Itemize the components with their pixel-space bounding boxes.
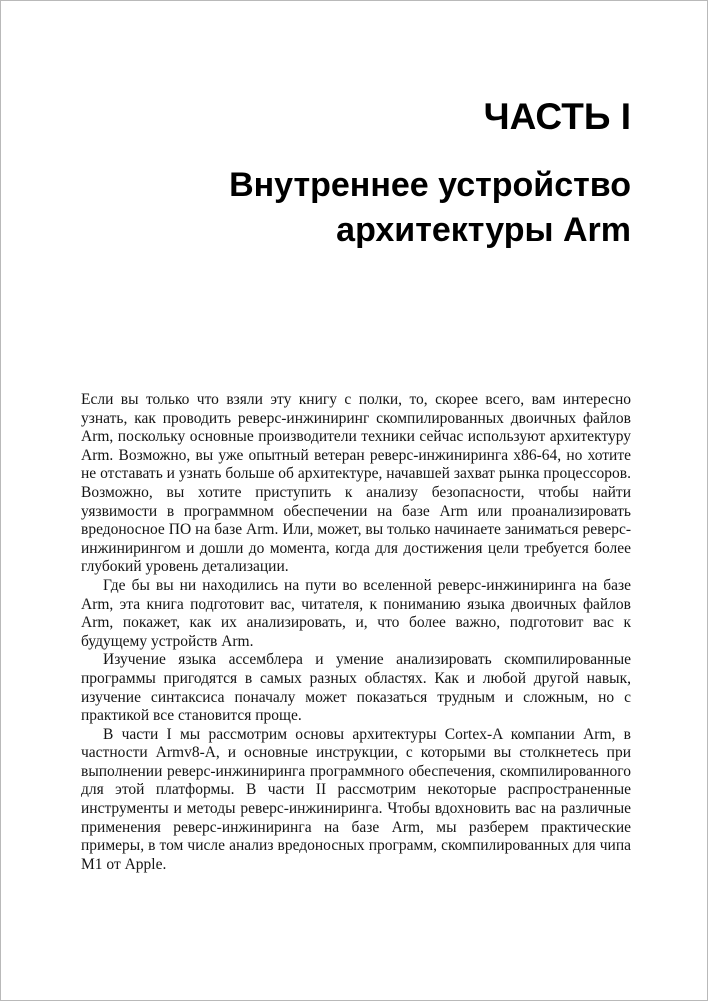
- paragraph: Где бы вы ни находились на пути во вселенной реверс-инжиниринга на базе Arm, эта книга подготовит вас, читателя, к пониманию языка двоичных файлов Arm, покажет, как их анализировать, и, что более важно, подготовит вас к будущему устройств Arm.: [81, 576, 631, 650]
- paragraph: В части I мы рассмотрим основы архитектуры Cortex-A компании Arm, в частности Armv8-A, и основные инструкции, с которыми вы столкнетесь при выполнении реверс-инжиниринга программного обеспечения, скомпилированного для этой платформы. В части II рассмотрим некоторые распространенные инструменты и методы реверс-инжиниринга. Чтобы вдохновить вас на различные применения реверс-инжиниринга на базе Arm, мы разберем практические примеры, в том числе анализ вредоносных программ, скомпилированных для чипа M1 от Apple.: [81, 725, 631, 873]
- part-title-line-2: архитектуры Arm: [336, 211, 631, 249]
- page-content: [1, 97, 707, 874]
- part-label: ЧАСТЬ I: [483, 96, 631, 137]
- paragraph: Изучение языка ассемблера и умение анализировать скомпилированные программы пригодятся в самых разных областях. Как и любой другой навык, изучение синтаксиса поначалу может показаться трудным и сложным, но с практикой все становится проще.: [81, 651, 631, 725]
- body-text: [81, 391, 631, 874]
- part-title-line-1: Внутреннее устройство: [229, 166, 631, 204]
- part-title: [81, 163, 631, 253]
- paragraph: Если вы только что взяли эту книгу с полки, то, скорее всего, вам интересно узнать, как проводить реверс-инжиниринг скомпилированных двоичных файлов Arm, поскольку основные производители техники сейчас используют архитектуру Arm. Возможно, вы уже опытный ветеран реверс-инжиниринга x86-64, но хотите не отставать и узнать больше об архитектуре, начавшей захват рынка процессоров. Возможно, вы хотите приступить к анализу безопасности, чтобы найти уязвимости в программном обеспечении на базе Arm или проанализировать вредоносное ПО на базе Arm. Или, может, вы только начинаете заниматься реверс-инжинирингом и дошли до момента, когда для достижения цели требуется более глубокий уровень детализации.: [81, 391, 631, 576]
